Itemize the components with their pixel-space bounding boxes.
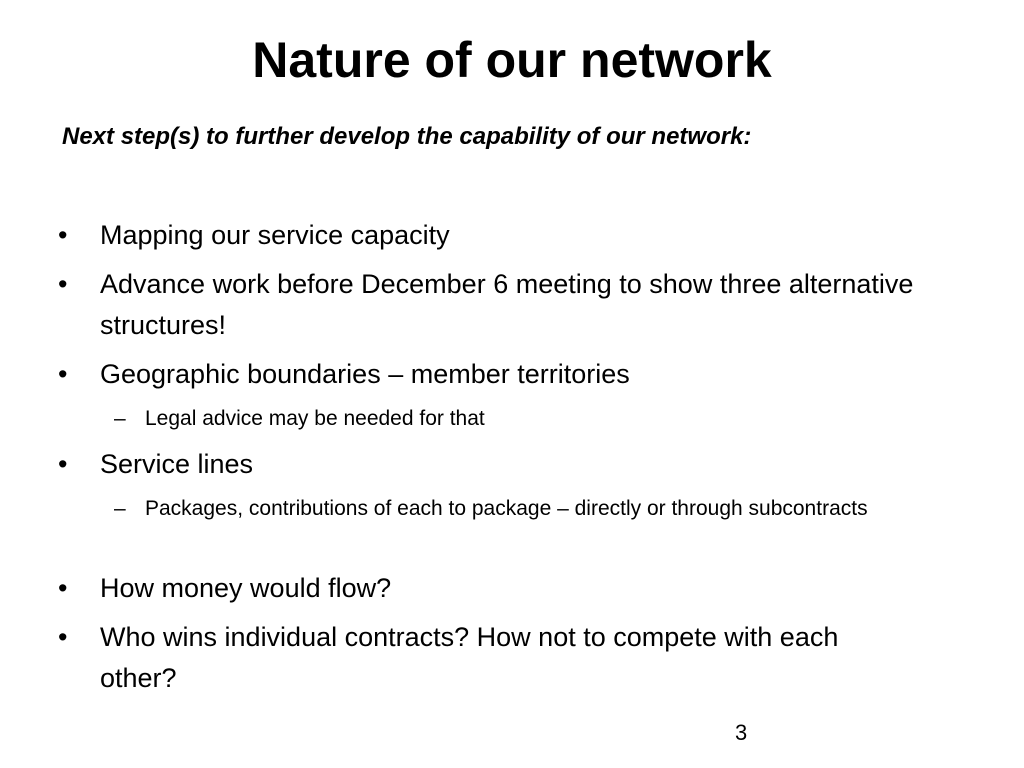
bullet-marker: •: [58, 220, 68, 250]
bullet-text: Who wins individual contracts? How not to compete with each other?: [100, 622, 839, 693]
sub-bullet-marker: –: [114, 407, 126, 430]
bullet-text: Advance work before December 6 meeting to show three alternative structures!: [100, 269, 914, 340]
bullet-item-money-flow: [58, 568, 918, 609]
bullet-text: Geographic boundaries – member territories: [100, 359, 630, 389]
bullet-marker: •: [58, 622, 68, 652]
bullet-marker: •: [58, 359, 68, 389]
sub-bullet-text: Packages, contributions of each to package – directly or through subcontracts: [145, 497, 868, 520]
slide-subheading: Next step(s) to further develop the capability of our network:: [62, 123, 752, 150]
bullet-marker: •: [58, 269, 68, 299]
sub-bullet-marker: –: [114, 497, 126, 520]
bullet-text: How money would flow?: [100, 573, 392, 603]
sub-item-packages: [114, 492, 914, 526]
page-number: 3: [735, 720, 748, 745]
slide-title: Nature of our network: [252, 32, 772, 88]
bullet-item-service-lines: [58, 444, 918, 485]
bullet-item-contracts: [58, 617, 918, 699]
bullet-item-mapping: [58, 215, 918, 256]
sub-item-legal-advice: [114, 402, 914, 436]
bullet-marker: •: [58, 573, 68, 603]
bullet-item-advance-work: [58, 264, 918, 346]
bullet-marker: •: [58, 449, 68, 479]
bullet-text: Mapping our service capacity: [100, 220, 450, 250]
bullet-item-geographic: [58, 354, 918, 395]
bullet-text: Service lines: [100, 449, 254, 479]
sub-bullet-text: Legal advice may be needed for that: [145, 407, 485, 430]
